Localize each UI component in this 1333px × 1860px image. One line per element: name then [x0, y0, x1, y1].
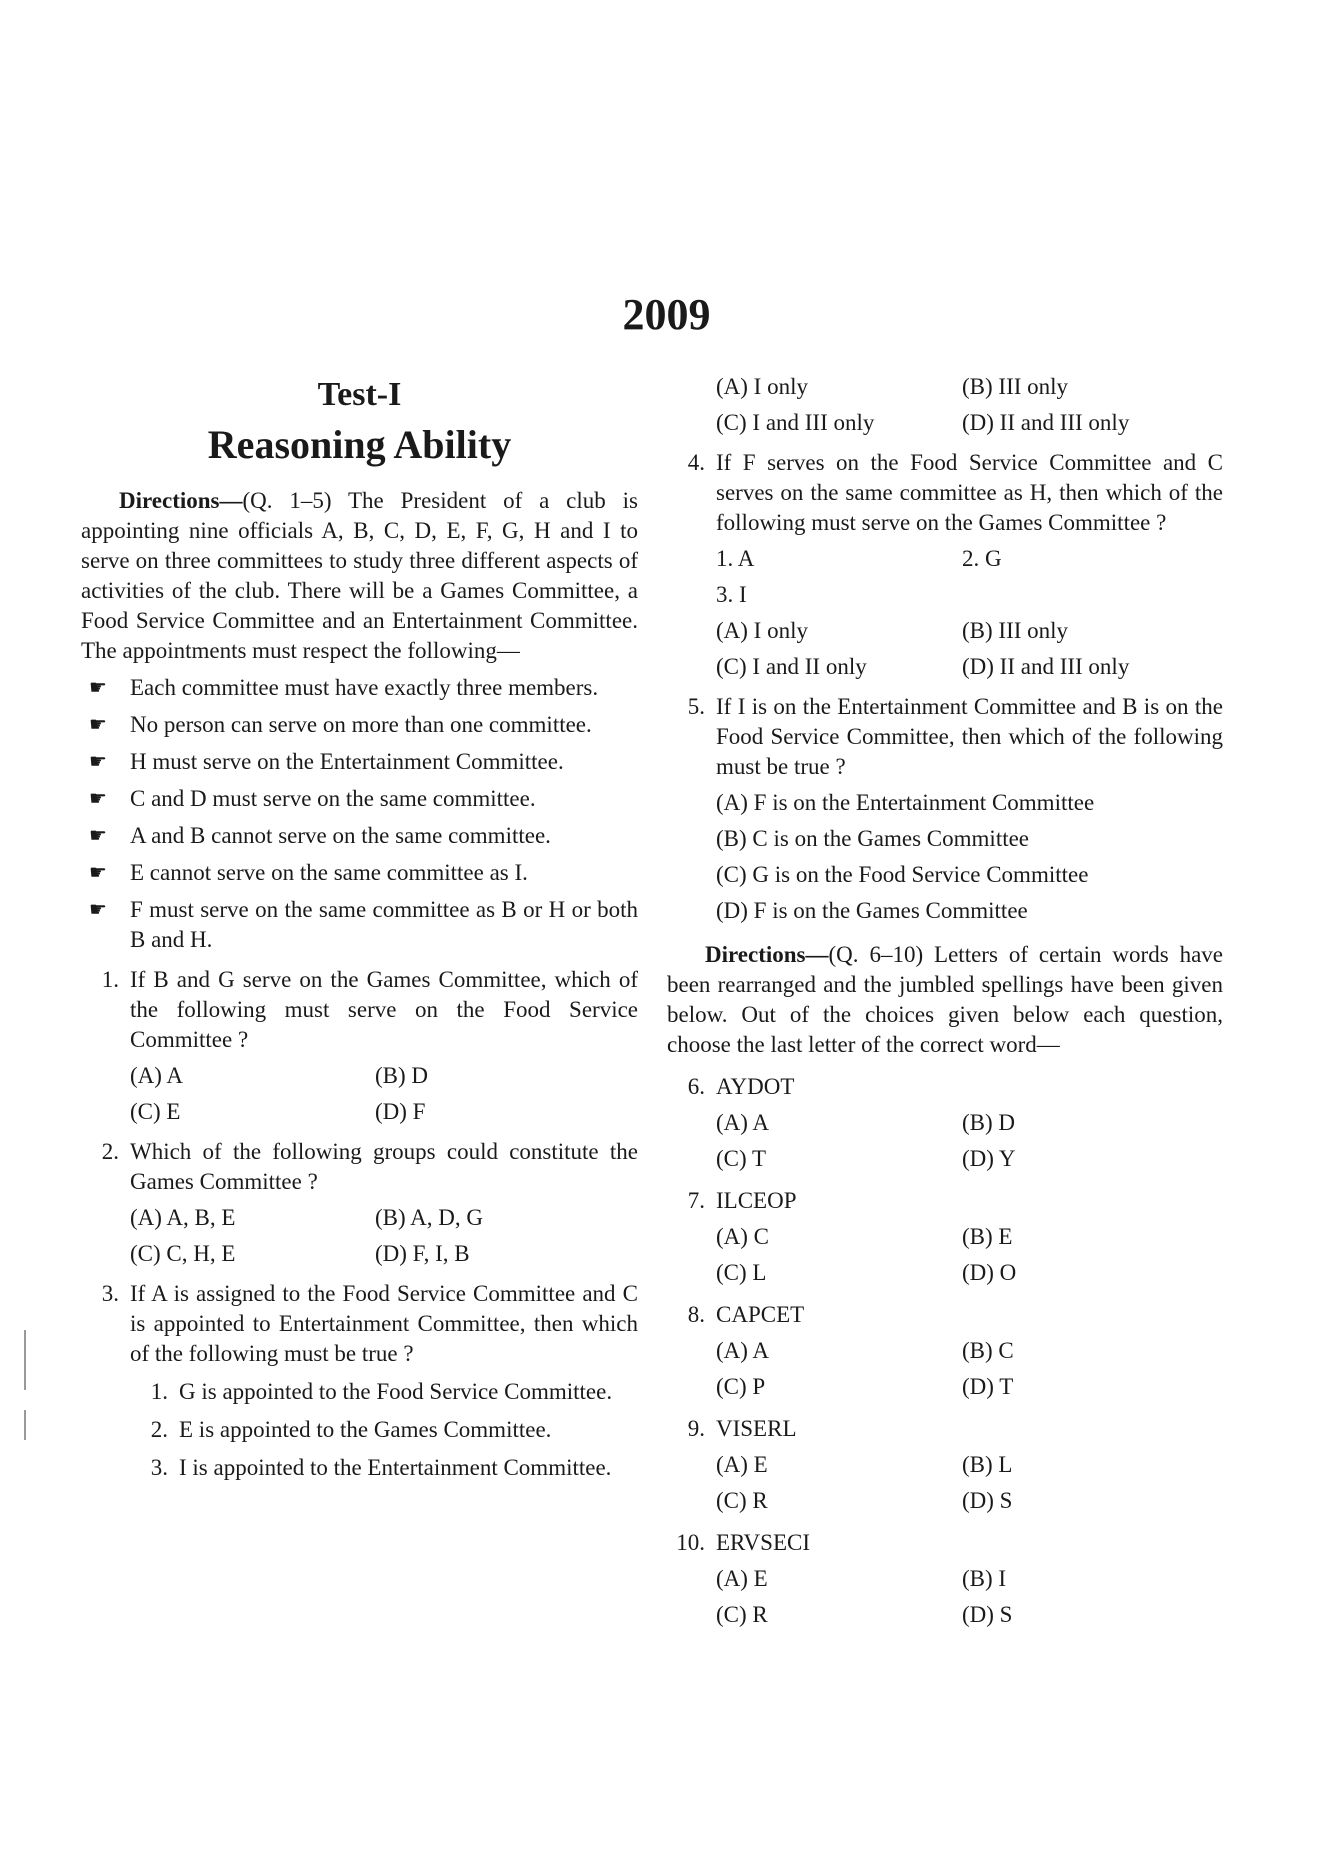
option[interactable]: (A) A: [716, 1338, 770, 1363]
question-4: 4. If F serves on the Food Service Committee and C serves on the same committee as H, then which of the following must serve on the Games Committee ? 1. A 2. G 3. I (A) I only (B) III only (C) I and II only (D) II and III only: [667, 448, 1223, 682]
option[interactable]: (D) S: [962, 1602, 1013, 1627]
option[interactable]: (D) S: [962, 1488, 1013, 1513]
option[interactable]: (B) E: [962, 1224, 1013, 1249]
jumbled-word: AYDOT: [716, 1074, 795, 1099]
question-5: 5. If I is on the Entertainment Committee and B is on the Food Service Committee, then which of the following must be true ? (A) F is on the Entertainment Committee (B) C is on the Games Committee (C) G is on the Food Service Committee (D) F is on the Games Committee: [667, 692, 1223, 926]
year-heading: 2009: [622, 290, 711, 339]
option[interactable]: (A) E: [716, 1566, 768, 1591]
rule-item: ☛ A and B cannot serve on the same committee.: [81, 821, 638, 851]
rule-item: ☛ H must serve on the Entertainment Committee.: [81, 747, 638, 777]
pointing-hand-icon: ☛: [89, 862, 107, 884]
option[interactable]: (A) A, B, E: [130, 1205, 236, 1230]
pointing-hand-icon: ☛: [89, 788, 107, 810]
option[interactable]: (B) C is on the Games Committee: [716, 826, 1030, 851]
question-1: 1. If B and G serve on the Games Committee, which of the following must serve on the Food Service Committee ? (A) A (B) D (C) E (D) F: [81, 965, 638, 1127]
rule-item: ☛ C and D must serve on the same committee.: [81, 784, 638, 814]
rule-item: ☛ Each committee must have exactly three members.: [81, 673, 638, 703]
option[interactable]: (C) P: [716, 1374, 766, 1399]
question-7: 7. ILCEOP (A) C (B) E (C) L (D) O: [667, 1186, 1223, 1288]
statement: 3. I: [716, 582, 747, 607]
subject-title: Reasoning Ability: [207, 422, 512, 467]
option[interactable]: (D) Y: [962, 1146, 1016, 1171]
option[interactable]: (D) O: [962, 1260, 1017, 1285]
statement: 1. G is appointed to the Food Service Committee.: [150, 1379, 613, 1404]
question-9: 9. VISERL (A) E (B) L (C) R (D) S: [667, 1414, 1223, 1516]
rule-item: ☛ No person can serve on more than one committee.: [81, 710, 638, 740]
option[interactable]: (A) A: [130, 1063, 184, 1088]
option[interactable]: (C) I and II only: [716, 654, 867, 679]
jumbled-word: CAPCET: [716, 1302, 805, 1327]
option[interactable]: (B) D: [375, 1063, 429, 1088]
directions-1: Directions—(Q. 1–5) The President of a club is appointing nine officials A, B, C, D, E, F, G, H and I to serve on three committees to study three different aspects of activities of the club. There will be a Games Committee, a Food Service Committee and an Entertainment Committee. The appointments must respect the following—: [81, 488, 638, 663]
option[interactable]: (B) D: [962, 1110, 1016, 1135]
option[interactable]: (A) A: [716, 1110, 770, 1135]
pointing-hand-icon: ☛: [89, 714, 107, 736]
option[interactable]: (C) R: [716, 1602, 768, 1627]
left-column: [81, 372, 638, 1483]
pointing-hand-icon: ☛: [89, 899, 107, 921]
option[interactable]: (D) II and III only: [962, 654, 1130, 679]
rule-item: ☛ F must serve on the same committee as B or H or both B and H.: [89, 897, 638, 952]
option[interactable]: (C) L: [716, 1260, 767, 1285]
option[interactable]: (B) III only: [962, 374, 1069, 399]
option[interactable]: (C) G is on the Food Service Committee: [716, 862, 1089, 887]
option[interactable]: (A) E: [716, 1452, 768, 1477]
option[interactable]: (A) C: [716, 1224, 770, 1249]
jumbled-word: ILCEOP: [716, 1188, 797, 1213]
pointing-hand-icon: ☛: [89, 677, 107, 699]
question-8: 8. CAPCET (A) A (B) C (C) P (D) T: [667, 1300, 1223, 1402]
pointing-hand-icon: ☛: [89, 825, 107, 847]
directions-2: Directions—(Q. 6–10) Letters of certain words have been rearranged and the jumbled spellings have been given below. Out of the choices given below each question, choose the last letter of the correct word—: [667, 942, 1223, 1057]
option[interactable]: (C) T: [716, 1146, 767, 1171]
option[interactable]: (A) I only: [716, 374, 808, 399]
option[interactable]: (C) R: [716, 1488, 768, 1513]
option[interactable]: (B) L: [962, 1452, 1013, 1477]
option[interactable]: (B) C: [962, 1338, 1014, 1363]
question-3-options: [667, 372, 1223, 438]
option[interactable]: (C) C, H, E: [130, 1241, 236, 1266]
option[interactable]: (B) I: [962, 1566, 1007, 1591]
option[interactable]: (B) A, D, G: [375, 1205, 483, 1230]
option[interactable]: (C) E: [130, 1099, 181, 1124]
scan-edge: [24, 1330, 26, 1390]
statement: 3. I is appointed to the Entertainment Committee.: [150, 1455, 612, 1480]
option[interactable]: (D) F, I, B: [375, 1241, 470, 1266]
question-6: 6. AYDOT (A) A (B) D (C) T (D) Y: [667, 1072, 1223, 1174]
statement: 1. A: [716, 546, 755, 571]
option[interactable]: (D) F: [375, 1099, 426, 1124]
pointing-hand-icon: ☛: [89, 751, 107, 773]
scan-edge: [24, 1410, 26, 1440]
option[interactable]: (A) F is on the Entertainment Committee: [716, 790, 1095, 815]
statement: 2. G: [962, 546, 1002, 571]
jumbled-word: VISERL: [716, 1416, 797, 1441]
question-2: 2. Which of the following groups could constitute the Games Committee ? (A) A, B, E (B) A, D, G (C) C, H, E (D) F, I, B: [81, 1137, 638, 1269]
statement: 2. E is appointed to the Games Committee.: [150, 1417, 552, 1442]
right-column: [667, 372, 1223, 1630]
rule-item: ☛ E cannot serve on the same committee as I.: [81, 858, 638, 888]
option[interactable]: (B) III only: [962, 618, 1069, 643]
jumbled-word: ERVSECI: [716, 1530, 810, 1555]
option[interactable]: (D) T: [962, 1374, 1014, 1399]
option[interactable]: (C) I and III only: [716, 410, 875, 435]
test-title: Test-I: [317, 376, 402, 413]
question-10: 10. ERVSECI (A) E (B) I (C) R (D) S: [667, 1528, 1223, 1630]
option[interactable]: (A) I only: [716, 618, 808, 643]
option[interactable]: (D) F is on the Games Committee: [716, 898, 1028, 923]
option[interactable]: (D) II and III only: [962, 410, 1130, 435]
question-3: 3. If A is assigned to the Food Service Committee and C is appointed to Entertainment Committee, then which of the following must be true ? 1. G is appointed to the Food Service Committee. 2. E is appointed to the Games Committee. 3. I is appointed to the Entertainment Committee.: [81, 1279, 638, 1483]
